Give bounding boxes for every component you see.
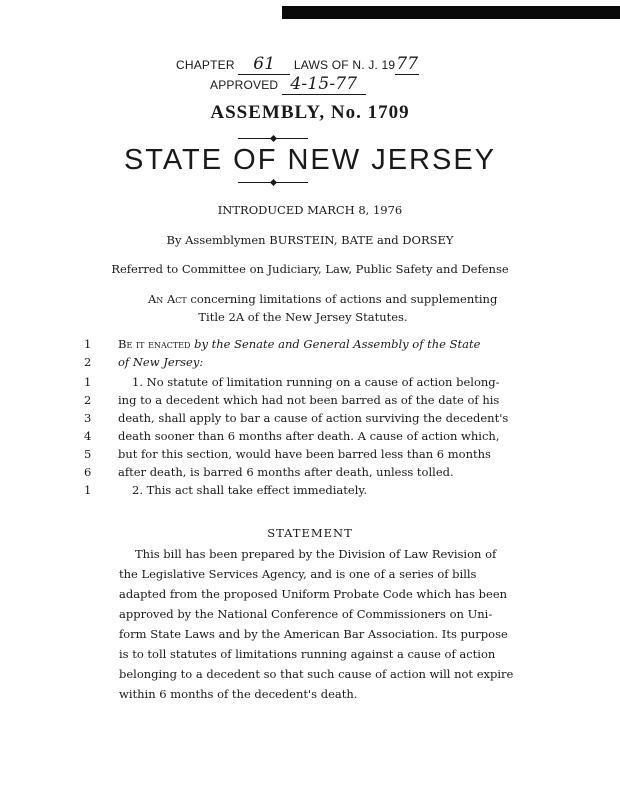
enacting-clause-text: by the Senate and General Assembly of the State bbox=[190, 337, 481, 351]
body-line-text: death sooner than 6 months after death. A cause of action which, bbox=[118, 429, 500, 443]
body-line bbox=[84, 463, 460, 481]
introduced-date: INTRODUCED MARCH 8, 1976 bbox=[217, 203, 403, 217]
laws-year: 77 bbox=[396, 54, 419, 74]
body-line-text bbox=[118, 353, 460, 371]
body-line-text: 1. No statute of limitation running on a cause of action belong- bbox=[132, 375, 500, 389]
line-number: 1 bbox=[84, 483, 92, 497]
act-title-line1: concerning limitations of actions and supplementing bbox=[190, 292, 498, 306]
approved-label: APPROVED bbox=[210, 78, 279, 92]
statement-body bbox=[119, 544, 514, 704]
statement-line: belonging to a decedent so that such cause of action will not expire bbox=[119, 667, 514, 681]
act-title bbox=[148, 290, 498, 326]
body-line bbox=[84, 353, 460, 371]
line-number: 4 bbox=[84, 429, 92, 443]
state-title: STATE OF NEW JERSEY bbox=[123, 144, 497, 176]
line-number: 1 bbox=[84, 375, 92, 389]
enacting-clause-text: of New Jersey: bbox=[118, 355, 204, 369]
approved-date: 4-15-77 bbox=[282, 74, 366, 95]
statement-line: approved by the National Conference of Commissioners on Uni- bbox=[119, 607, 493, 621]
statement-line: the Legislative Services Agency, and is one of a series of bills bbox=[119, 567, 477, 581]
body-line bbox=[84, 481, 460, 499]
body-line bbox=[84, 373, 500, 391]
chapter-number: 61 bbox=[238, 54, 290, 75]
scan-edge-bar bbox=[282, 6, 620, 19]
body-line-text: after death, is barred 6 months after death, unless tolled. bbox=[118, 465, 454, 479]
body-line-text: 2. This act shall take effect immediately. bbox=[132, 483, 368, 497]
line-number: 5 bbox=[84, 447, 92, 461]
act-title-line2: Title 2A of the New Jersey Statutes. bbox=[198, 310, 408, 324]
body-line bbox=[84, 335, 481, 353]
body-line bbox=[84, 391, 500, 409]
divider-top bbox=[238, 138, 308, 139]
statement-line: This bill has been prepared by the Division of Law Revision of bbox=[135, 547, 497, 561]
body-line-text: death, shall apply to bar a cause of action surviving the decedent's bbox=[118, 411, 509, 425]
body-line bbox=[84, 445, 491, 463]
line-number: 2 bbox=[84, 393, 92, 407]
line-number: 1 bbox=[84, 337, 92, 351]
statement-line: within 6 months of the decedent's death. bbox=[119, 687, 358, 701]
statement-line: adapted from the proposed Uniform Probate Code which has been bbox=[119, 587, 508, 601]
body-line bbox=[84, 427, 500, 445]
body-line bbox=[84, 409, 509, 427]
laws-label: LAWS OF N. J. 19 bbox=[293, 58, 396, 72]
bill-title: ASSEMBLY, No. 1709 bbox=[210, 102, 410, 123]
divider-bottom bbox=[238, 182, 308, 183]
chapter-label: CHAPTER bbox=[176, 58, 235, 72]
statement-heading: STATEMENT bbox=[267, 526, 353, 540]
sponsors: By Assemblymen BURSTEIN, BATE and DORSEY bbox=[166, 233, 454, 247]
act-label: An Act bbox=[148, 292, 187, 306]
approved-stamp bbox=[210, 74, 366, 95]
body-line-text: ing to a decedent which had not been barred as of the date of his bbox=[118, 393, 500, 407]
statement-line: form State Laws and by the American Bar Association. Its purpose bbox=[119, 627, 508, 641]
line-number: 6 bbox=[84, 465, 92, 479]
line-number: 3 bbox=[84, 411, 92, 425]
enacting-clause-lead: Be it enacted bbox=[118, 337, 191, 351]
statement-line: is to toll statutes of limitations running against a cause of action bbox=[119, 647, 496, 661]
line-number: 2 bbox=[84, 355, 92, 369]
chapter-stamp bbox=[176, 54, 419, 75]
body-line-text: but for this section, would have been barred less than 6 months bbox=[118, 447, 491, 461]
committee-referral: Referred to Committee on Judiciary, Law, Public Safety and Defense bbox=[111, 262, 509, 276]
body-line-text bbox=[118, 335, 481, 353]
